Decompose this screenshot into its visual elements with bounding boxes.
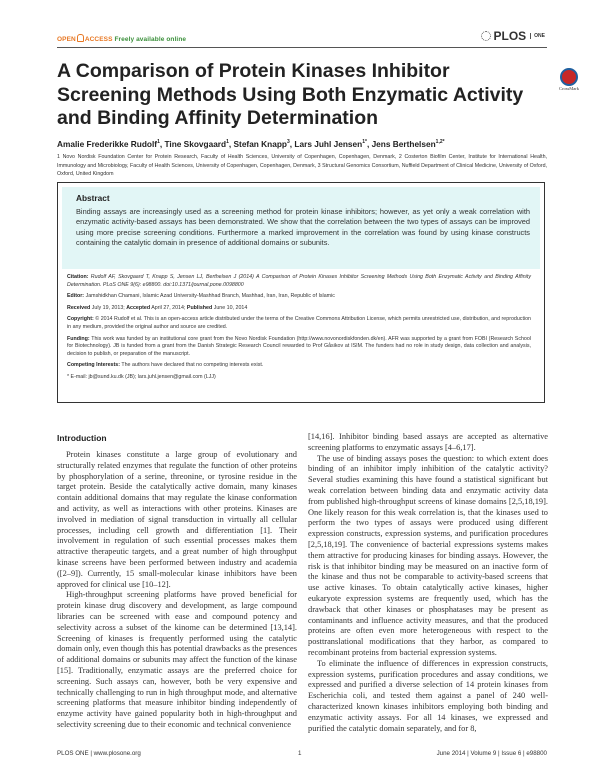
one-logo-text: ONE — [530, 33, 545, 39]
crossmark-label: CrossMark — [559, 86, 579, 91]
editor: Editor: Jamshidkhan Chamani, Islamic Azad University-Mashhad Branch, Mashhad, Iran, Iran, Republic of Islamic — [67, 293, 335, 300]
open-access-banner — [57, 34, 186, 43]
affiliations: 1 Novo Nordisk Foundation Center for Protein Research, Faculty of Health Sciences, University of Copenhagen, Copenhagen, Denmark, 2 Costerton Biofilm Center, Institute for International Health, Immunology and Microbiology, Faculty of Health Sciences, University of Copenhagen, Copenhagen, Denmark, 3 Structural Genomics Consortium, Nuffield Department of Clinical Medicine, University of Oxford, Oxford, United Kingdom — [57, 154, 547, 177]
author: Amalie Frederikke Rudolf$^1$ — [57, 139, 160, 149]
body-column-right — [308, 432, 548, 734]
paragraph: The use of binding assays poses the question: to which extent does binding of an inhibitor imply inhibition of the catalytic activity? Several studies examining this have found a statistical significant but weak correlation between binding data and enzymatic activity data from published high-throughput screens of kinase domains [2,5,18,19]. One likely reason for this weak correlation is, that the kinases used to perform the two types of assays were produced using different expression constructs, expression systems, and purification procedures [2,5,18,19]. The convenience of bacterial expressions systems makes them attractive for producing kinases for binding assays. However, the risk is that inhibitor binding may be measured on an inactive form of the kinase and thus not be comparable to activity-based screens that use active kinases. To obtain catalytically active kinases, higher eukaryote expression systems are frequently used, which has the drawback that other kinases or phosphatases may be present as contaminants and influence activity measures, and that the produced proteins are often even more heterogeneous with respect to the posttranslational modifications that they harbor, as compared to recombinant proteins from bacterial expression systems. — [308, 453, 548, 657]
open-lock-icon — [77, 34, 84, 42]
corresponding-email[interactable]: * E-mail: jb@sund.ku.dk (JB); lars.juhl.jensen@gmail.com (LJJ) — [67, 373, 216, 380]
citation: Citation: Rudolf AF, Skovgaard T, Knapp S, Jensen LJ, Berthelsen J (2014) A Comparison of Protein Kinases Inhibitor Screening Methods Using Both Enzymatic Activity and Binding Affinity Determination. PLoS ONE 9(6): e98800. doi:10.1371/journal.pone.0098800 — [67, 274, 531, 288]
freely-available-label: Freely available online — [114, 36, 187, 43]
funding: Funding: This work was funded by an institutional core grant from the Novo Nordisk Foundation (http://www.novonordiskfonden.dk/en). AFR was supported by a grant from FOBI (Research School for Biotechnology). JB is funded from a grant from the Danish Strategic Research Council rewarded to Prof Gåsikov at ISIM. The funders had no role in study design, data collection and analysis, decision to publish, or preparation of the manuscript. — [67, 335, 531, 357]
article-metadata — [67, 274, 531, 386]
header-divider — [57, 47, 547, 48]
author: Tine Skovgaard$^1$ — [164, 139, 229, 149]
crossmark-icon — [560, 68, 578, 86]
dates: Received July 19, 2013; Accepted April 27, 2014; Published June 10, 2014 — [67, 304, 248, 311]
competing-interests: Competing Interests: The authors have declared that no competing interests exist. — [67, 362, 264, 369]
paper-title: A Comparison of Protein Kinases Inhibitor Screening Methods Using Both Enzymatic Activity and Binding Affinity Determination — [57, 60, 524, 129]
author: Jens Berthelsen$^{1,2*}$ — [371, 139, 445, 149]
plos-one-logo — [481, 29, 545, 43]
plos-logo-text: PLOS — [493, 29, 527, 43]
author: Stefan Knapp$^3$ — [233, 139, 290, 149]
paragraph: Protein kinases constitute a large group of evolutionary and structurally related enzymes that regulate the function of other proteins by phosphorylation of a serine, threonine, or tyrosine residue in the target protein. Beside the catalytically active domain, many kinases contain additional domains that may regulate the kinase conformation and activity, as well as interactions with other proteins. Kinases are involved in mediation of signal transduction in virtually all cellular processes, including cell growth and differentiation [1]. Their involvement in regulation of such essential processes makes them attractive therapeutic targets, and a great number of high throughput kinase screens have been performed between industry and academia ([2–9]). Currently, 15 small-molecular kinase inhibitors have been approved for clinical use [10–12]. — [57, 450, 297, 589]
page-number: 1 — [298, 750, 302, 757]
abstract-panel — [62, 187, 540, 269]
paragraph: To eliminate the influence of differences in expression constructs, expression systems, purification procedures and assay conditions, we expressed and purified a diverse selection of 14 protein kinases from Escherichia coli, and tested them against a panel of 240 well-characterized known kinases inhibitors employing both binding and enzymatic activity assays. For all 14 kinases, we expressed and purified the catalytic domain separately, and for 8, — [308, 658, 548, 733]
introduction-heading: Introduction — [57, 433, 107, 443]
crossmark-badge[interactable] — [557, 68, 581, 91]
front-matter-box — [57, 182, 545, 403]
paragraph: [14,16]. Inhibitor binding based assays are accepted as alternative screening platforms to enzymatic assays [4–6,17]. — [308, 432, 548, 452]
author-list: Amalie Frederikke Rudolf$^1$, Tine Skovgaard$^1$, Stefan Knapp$^3$, Lars Juhl Jensen$^{1*}$, Jens Berthelsen$^{1,2*}$ — [57, 139, 445, 149]
body-column-left — [57, 450, 297, 731]
copyright: Copyright: © 2014 Rudolf et al. This is an open-access article distributed under the terms of the Creative Commons Attribution License, which permits unrestricted use, distribution, and reproduction in any medium, provided the original author and source are credited. — [67, 316, 531, 330]
access-label: ACCESS — [84, 36, 113, 43]
paragraph: High-throughput screening platforms have proved beneficial for protein kinase drug discovery and development, as large compound libraries can be screened with ease and compound potency and selectivity across a subset of the kinome can be determined [13,14]. Screening of kinases is frequently performed using the catalytic domain only, even though this has potential drawbacks as the presences of additional domains or subunits may affect the function of the kinase [15]. Traditionally, enzymatic assays are the preferred choice for screening. Such assays can, however, both be very expensive and technically challenging to run in high throughput mode, and alternative screening platforms that measure inhibitor binding independently of enzyme activity have gained popularity both in high-throughput and selectivity screening due to their economic and technical convenience — [57, 590, 297, 729]
footer-issue: June 2014 | Volume 9 | Issue 6 | e98800 — [436, 750, 547, 757]
abstract-heading: Abstract — [76, 193, 110, 203]
author: Lars Juhl Jensen$^{1*}$ — [294, 139, 367, 149]
plos-sun-icon — [481, 31, 491, 41]
open-access-label: OPEN — [57, 36, 76, 43]
footer-journal-url: PLOS ONE | www.plosone.org — [57, 750, 141, 757]
abstract-text: Binding assays are increasingly used as a screening method for protein kinase inhibitors; however, as yet only a weak correlation with enzymatic activity-based assays has been demonstrated. We show that the correlation between the two types of assays can be improved using more precise screening conditions. Furthermore a marked improvement in the correlation was found by using kinase constructs containing the catalytic domain in presence of additional domains or subunits. — [76, 207, 530, 247]
